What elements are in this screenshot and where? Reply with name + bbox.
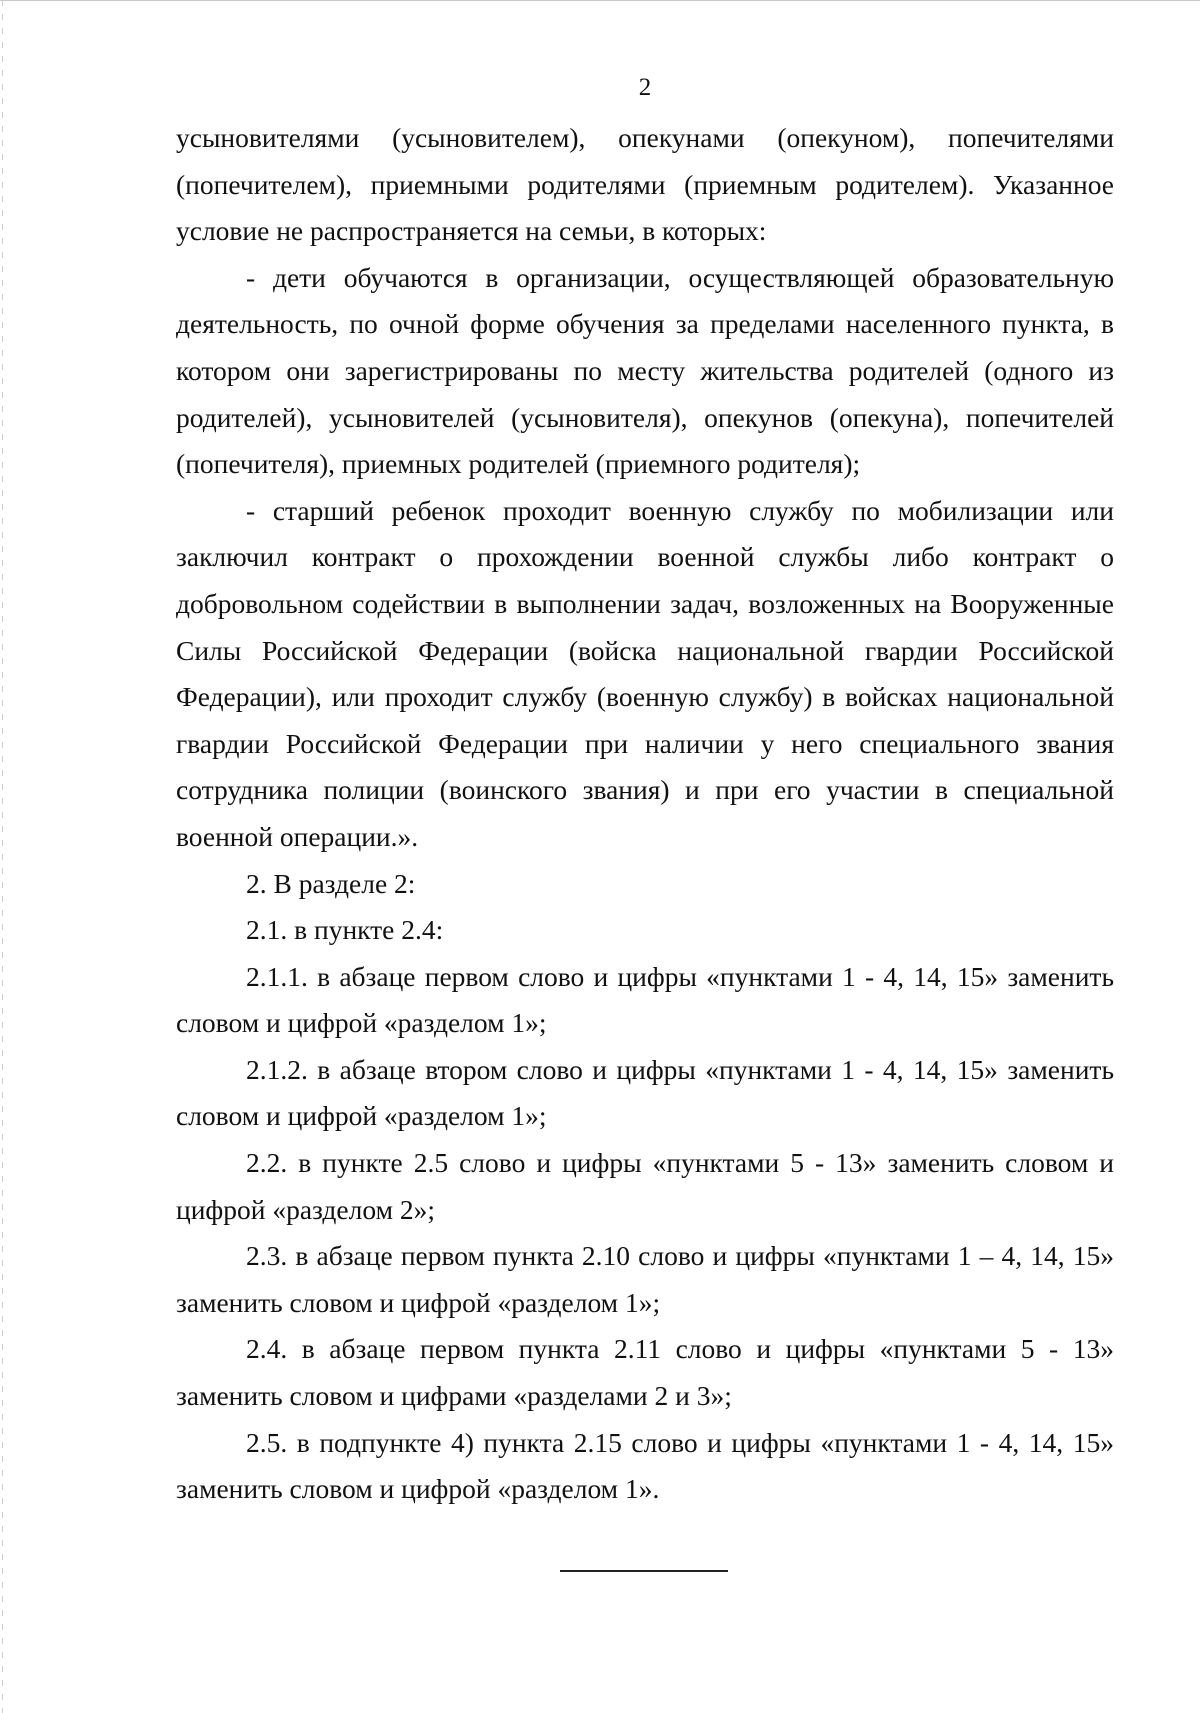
paragraph-item-2-1-2: 2.1.2. в абзаце втором слово и цифры «пунктами 1 - 4, 14, 15» заменить словом и цифрой «разделом 1»; [176,1053,1114,1132]
paragraph-military-service: - старший ребенок проходит военную службу по мобилизации или заключил контракт о прохождении военной службы либо контракт о добровольном содействии в выполнении задач, возложенных на Вооруженные Силы Российской Федерации (войска национальной гвардии Российской Федерации), или проходит службу (военную службу) в войсках национальной гвардии Российской Федерации при наличии у него специального звания сотрудника полиции (воинского звания) и при его участии в специальной военной операции.». [176,494,1114,852]
paragraph-children-studying: - дети обучаются в организации, осуществляющей образовательную деятельность, по очной форме обучения за пределами населенного пункта, в котором они зарегистрированы по месту жительства родителей (одного из родителей), усыновителей (усыновителя), опекунов (опекуна), попечителей (попечителя), приемных родителей (приемного родителя); [176,261,1114,480]
paragraph-item-2-4: 2.4. в абзаце первом пункта 2.11 слово и цифры «пунктами 5 - 13» заменить словом и цифрами «разделами 2 и 3»; [176,1333,1114,1412]
page-number: 2 [638,74,652,101]
closing-rule [560,1570,728,1572]
scan-left-edge [2,0,3,1713]
paragraph-item-2-5: 2.5. в подпункте 4) пункта 2.15 слово и цифры «пунктами 1 - 4, 14, 15» заменить словом и цифрой «разделом 1». [176,1426,1114,1505]
scan-top-edge [0,0,1200,4]
document-body [176,115,1114,1513]
paragraph-section-2: 2. В разделе 2: [246,867,416,899]
paragraph-item-2-1: 2.1. в пункте 2.4: [246,914,444,946]
paragraph-continuation: усыновителями (усыновителем), опекунами (опекуном), попечителями (попечителем), приемными родителями (приемным родителем). Указанное условие не распространяется на семьи, в которых: [176,122,1114,247]
paragraph-item-2-1-1: 2.1.1. в абзаце первом слово и цифры «пунктами 1 - 4, 14, 15» заменить словом и цифрой «разделом 1»; [176,960,1114,1039]
paragraph-item-2-2: 2.2. в пункте 2.5 слово и цифры «пунктами 5 - 13» заменить словом и цифрой «разделом 2»; [176,1147,1114,1225]
paragraph-item-2-3: 2.3. в абзаце первом пункта 2.10 слово и цифры «пунктами 1 – 4, 14, 15» заменить словом и цифрой «разделом 1»; [176,1240,1114,1318]
